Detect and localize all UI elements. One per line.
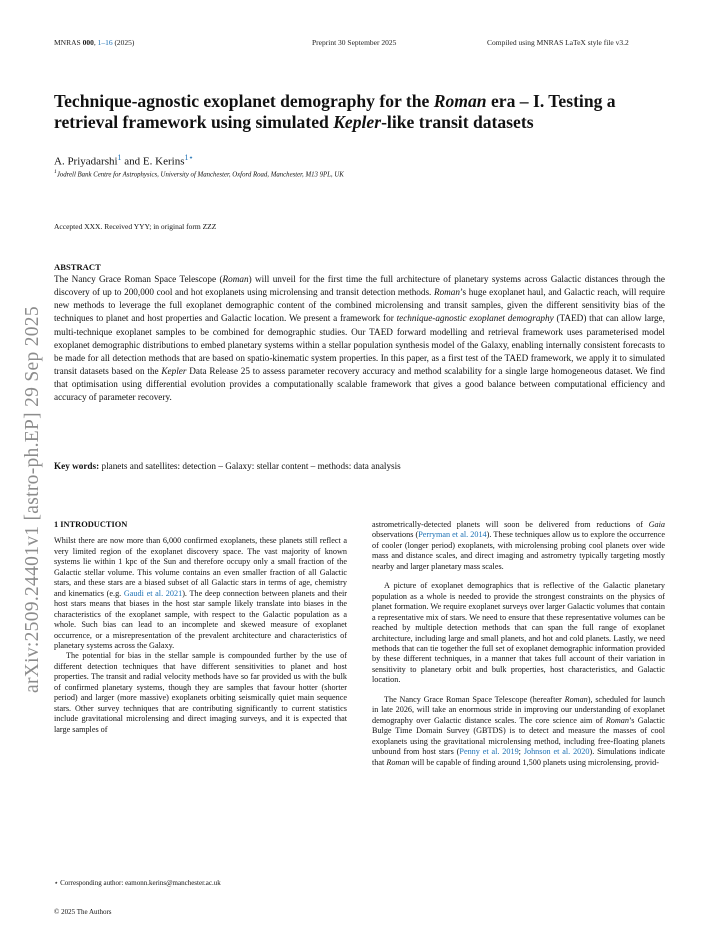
section-heading: 1 INTRODUCTION (54, 520, 128, 529)
corresponding-author-mark[interactable]: ⋆ (188, 153, 194, 162)
running-header-compiled: Compiled using MNRAS LaTeX style file v3.2 (487, 38, 629, 47)
author-list: A. Priyadarshi$^1$ and E. Kerins$^{1⋆}$ (54, 153, 194, 168)
paragraph: Whilst there are now more than 6,000 confirmed exoplanets, these planets still reflect a very limited region of the exoplanet discovery space. The vast majority of known systems lie within 1 kpc of the Sun and therefore occupy only a small fraction of the Galactic stellar volume. This volume contains an even smaller fraction of all Galactic stars, and these stars are a biased subset of all Galactic stars in terms of age, chemistry and kinematics (e.g. Gaudi et al. 2021). The deep connection between planets and their host stars means that biases in the host star sample likely translate into biases in the characteristics of the exoplanet sample, with respect to the Galactic population as a whole. Such bias can lead to an incomplete and skewed measure of exoplanet occurrence, or a misrepresentation of the prevalent architecture and characteristics of planetary systems across the Galaxy. (54, 536, 347, 650)
intro-column-right (372, 520, 665, 768)
volume-number: 000 (82, 38, 94, 47)
page-range-link[interactable]: 1–16 (97, 38, 113, 47)
abstract-heading: ABSTRACT (54, 262, 101, 272)
arxiv-identifier-stamp: arXiv:2509.24401v1 [astro-ph.EP] 29 Sep 2025 (22, 306, 43, 693)
paper-title: Technique-agnostic exoplanet demography for the Roman era – I. Testing a retrieval framework using simulated Kepler-like transit datasets (54, 91, 616, 132)
citation-link[interactable]: Johnson et al. 2020 (523, 747, 590, 757)
running-header-journal: MNRAS 000, 1–16 (2025) (54, 38, 135, 47)
affiliation-mark-link[interactable]: 1 (117, 153, 122, 162)
paragraph: A picture of exoplanet demographics that is reflective of the Galactic planetary population as a whole is needed to provide the strongest constraints on the physics of planet formation. We require exoplanet surveys over larger Galactic volumes that contain a representative mix of stars. We need to ensure that these representative volumes can be reached by multiple detection methods that can span the full range of exoplanet architecture, including large and small planets, and hot and cold planets. Lastly, we need methods that can tie together the full set of exoplanet demographic information provided by these different techniques, in a manner that takes full account of their variation in sensitivity to planetary orbit and bulk properties, host characteristics, and Galactic location. (372, 581, 665, 685)
corresponding-author-footnote: ⋆ Corresponding author: eamonn.kerins@manchester.ac.uk (54, 879, 221, 887)
paragraph: The potential for bias in the stellar sample is compounded further by the use of different detection techniques that have different sensitivities to planet and host properties. The transit and radial velocity methods have so far provided us with the bulk of confirmed planetary systems, though they are samples that favour hotter (shorter period) and larger (more massive) exoplanets orbiting seismically quiet main sequence stars. Other survey techniques that are contributing significantly to current statistics include gravitational microlensing and direct imaging surveys, and it is expected that large samples of (54, 651, 347, 734)
citation-link[interactable]: Penny et al. 2019 (459, 747, 519, 757)
paragraph: astrometrically-detected planets will soon be delivered from reductions of Gaia observations (Perryman et al. 2014). These techniques allow us to explore the occurrence of cooler (longer period) exoplanets, with microlensing probing cool planets over wide mass and distance scales, and direct imaging and astrometry typically targeting mostly nearby and larger planetary mass scales. (372, 520, 665, 571)
intro-column-left (54, 520, 347, 735)
citation-link[interactable]: Perryman et al. 2014 (418, 530, 487, 540)
affiliation: $^1$Jodrell Bank Centre for Astrophysics, University of Manchester, Oxford Road, Manchester, M13 9PL, UK (54, 169, 344, 179)
running-header-preprint: Preprint 30 September 2025 (312, 38, 397, 47)
keywords: Key words: planets and satellites: detection – Galaxy: stellar content – methods: data analysis (54, 461, 401, 471)
copyright-notice: © 2025 The Authors (54, 908, 112, 916)
citation-link[interactable]: Gaudi et al. 2021 (123, 588, 183, 598)
affiliation-mark-link[interactable]: 1 (184, 153, 189, 162)
abstract-text: The Nancy Grace Roman Space Telescope (Roman) will unveil for the first time the full architecture of planetary systems across Galactic distances through the discovery of up to 200,000 cool and hot exoplanets using microlensing and transit detection methods. Roman’s huge exoplanet haul, and Galactic reach, will require new methods to leverage the full exoplanet demographic content of the combined microlensing and transit samples, given the different sensitivity bias of the techniques to planet and host properties and Galactic location. We present a framework for technique-agnostic exoplanet demography (TAED) that can allow large, multi-technique exoplanet samples to be combined for demographic studies. Our TAED forward modelling and retrieval framework uses parameterised model exoplanet demographic distributions to embed planetary systems within a stellar population synthesis model of the Galaxy, enabling internally consistent forecasts to be made for all detection methods that are based on spatio-kinematic system properties. In this paper, as a first test of the TAED framework, we apply it to simulated transit datasets based on the Kepler Data Release 25 to assess parameter recovery accuracy and method scalability for a single large homogeneous dataset. We find that optimisation using differential evolution provides a computationally scalable framework that gives a good balance between computational efficiency and accuracy of parameter recovery. (54, 274, 665, 403)
paragraph: The Nancy Grace Roman Space Telescope (hereafter Roman), scheduled for launch in late 2026, will take an enormous stride in improving our understanding of exoplanet demography over Galactic distance scales. The core science aim of Roman’s Galactic Bulge Time Domain Survey (GBTDS) is to detect and measure the masses of cool exoplanets using the gravitational microlensing method, including free-floating planets unbound from host stars (Penny et al. 2019; Johnson et al. 2020). Simulations indicate that Roman will be capable of finding around 1,500 planets using microlensing, provid- (372, 694, 665, 767)
received-dates: Accepted XXX. Received YYY; in original form ZZZ (54, 222, 217, 231)
